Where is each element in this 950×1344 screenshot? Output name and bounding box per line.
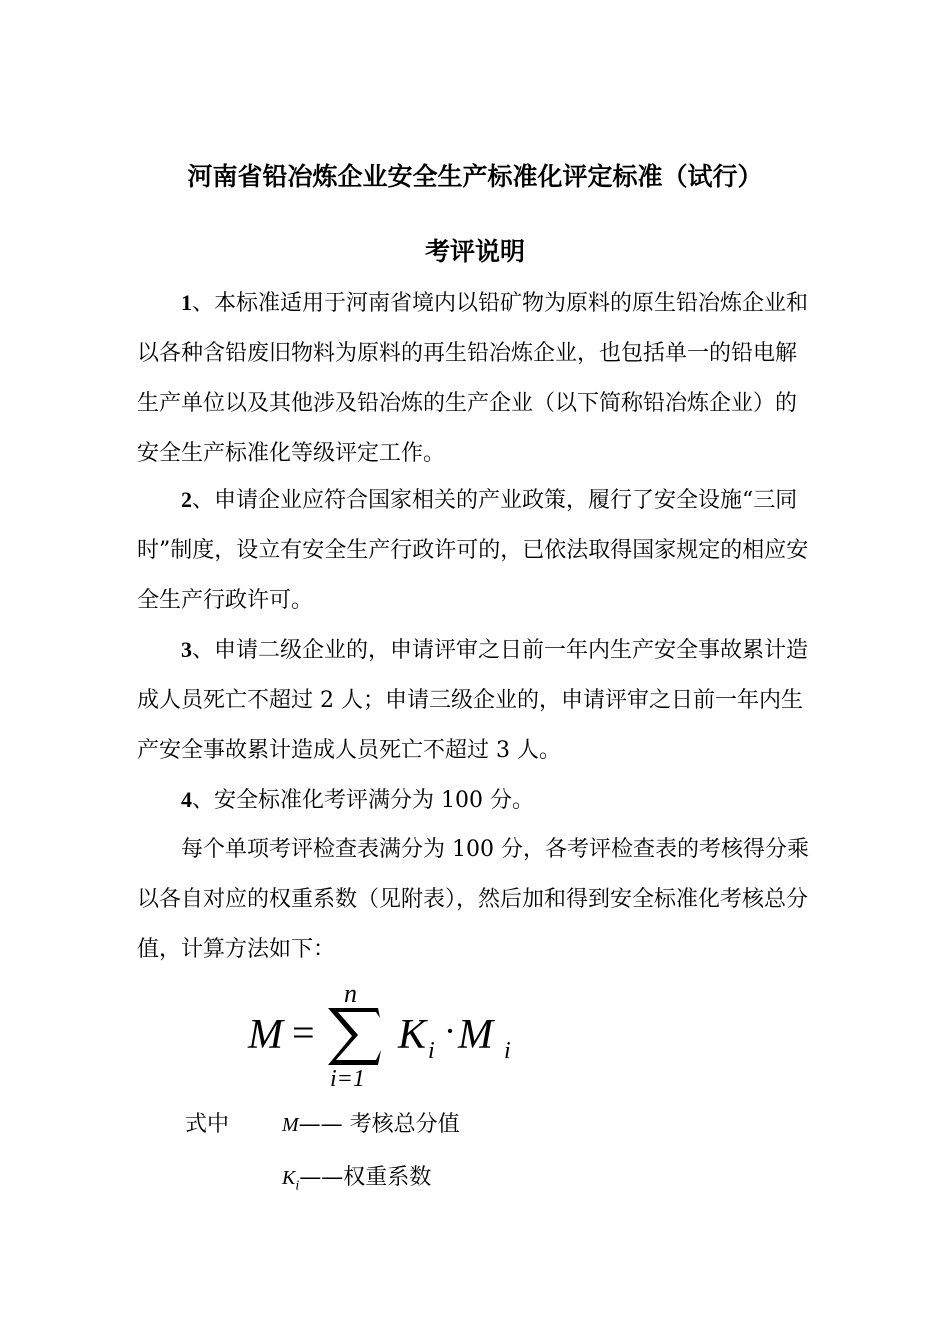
legend-dash: —— xyxy=(298,1112,343,1137)
legend-row-weight xyxy=(282,1160,431,1194)
formula-m: M xyxy=(458,1012,493,1058)
formula-dot: · xyxy=(444,1011,456,1051)
legend-description: 权重系数 xyxy=(343,1165,432,1190)
paragraph-number: 4 xyxy=(181,787,192,812)
paragraph-text: 、安全标准化考评满分为 100 分。 xyxy=(192,788,534,813)
legend-row-total-score xyxy=(282,1107,460,1138)
legend-label: 式中 xyxy=(185,1112,230,1137)
paragraph-text: 、申请企业应符合国家相关的产业政策，履行了安全设施“三同时”制度，设立有安全生产行政许可的，已依法取得国家规定的相应安全生产行政许可。 xyxy=(137,488,809,613)
legend-dash: —— xyxy=(299,1165,344,1190)
paragraph-number: 1 xyxy=(181,290,192,315)
legend-symbol: K xyxy=(282,1167,296,1189)
paragraph-2 xyxy=(137,475,817,626)
legend-subscript: i xyxy=(295,1178,300,1194)
formula-equals: = xyxy=(292,1010,315,1055)
legend-symbol: M xyxy=(282,1114,299,1136)
sum-upper-limit: n xyxy=(344,980,357,1008)
sum-lower-limit: i=1 xyxy=(330,1066,365,1090)
document-title: 河南省铅冶炼企业安全生产标准化评定标准（试行） xyxy=(187,162,763,191)
paragraph-4 xyxy=(137,775,817,826)
legend-description: 考核总分值 xyxy=(349,1112,460,1137)
paragraph-3 xyxy=(137,625,817,776)
score-formula xyxy=(240,980,560,1090)
paragraph-number: 3 xyxy=(181,637,192,662)
formula-m-subscript: i xyxy=(504,1038,511,1064)
paragraph-number: 2 xyxy=(181,487,192,512)
sigma-symbol xyxy=(328,1008,381,1065)
paragraph-text: 每个单项考评检查表满分为 100 分，各考评检查表的考核得分乘以各自对应的权重系数（见附表），然后加和得到安全标准化考核总分值，计算方法如下： xyxy=(137,837,809,962)
paragraph-text: 、申请二级企业的，申请评审之日前一年内生产安全事故累计造成人员死亡不超过 2 人；申请三级企业的，申请评审之日前一年内生产安全事故累计造成人员死亡不超过 3 人。 xyxy=(137,638,809,763)
section-subtitle: 考评说明 xyxy=(424,237,525,266)
paragraph-text: 、本标准适用于河南省境内以铅矿物为原料的原生铅冶炼企业和以各种含铅废旧物料为原料的再生铅冶炼企业，也包括单一的铅电解生产单位以及其他涉及铅冶炼的生产企业（以下简称铅冶炼企业）的安全生产标准化等级评定工作。 xyxy=(137,291,809,466)
paragraph-5 xyxy=(137,825,817,975)
formula-k: K xyxy=(398,1012,427,1058)
formula-k-subscript: i xyxy=(428,1038,435,1064)
formula-lhs: M xyxy=(248,1012,283,1058)
paragraph-1 xyxy=(137,278,817,479)
